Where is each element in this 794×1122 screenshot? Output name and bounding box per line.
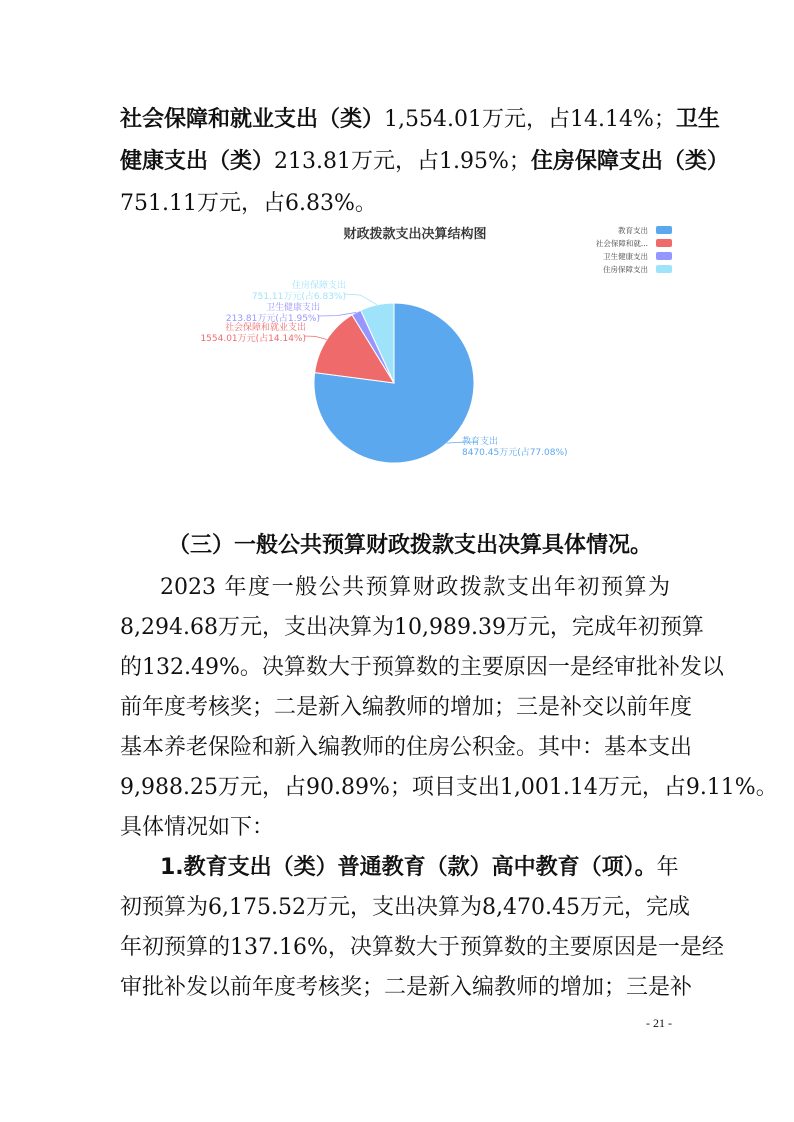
legend-label-0: 教育支出 bbox=[618, 226, 648, 235]
legend-swatch-1 bbox=[656, 239, 672, 247]
p1-line-4: 前年度考核奖；二是新入编教师的增加；三是补交以前年度 bbox=[120, 695, 693, 720]
item1-line-1: 初预算为6,175.52万元，支出决算为8,470.45万元，完成 bbox=[120, 895, 690, 920]
intro-housing-label: 住房保障支出（类） bbox=[530, 149, 729, 174]
pie-label-value-1: 1554.01万元(占14.14%) bbox=[200, 334, 306, 344]
section-heading: （三）一般公共预算财政拨款支出决算具体情况。 bbox=[168, 533, 653, 558]
pie-slices bbox=[314, 303, 474, 463]
item1-heading: 1.教育支出（类）普通教育（款）高中教育（项）。 bbox=[160, 855, 657, 880]
p1-line-6: 9,988.25万元，占90.89%；项目支出1,001.14万元，占9.11%。 bbox=[120, 775, 778, 800]
intro-health-label-part2: 健康支出（类） bbox=[120, 149, 275, 174]
intro-health-value: 213.81万元，占1.95%； bbox=[274, 149, 531, 174]
intro-social-security-value: 1,554.01万元，占14.14%； bbox=[384, 107, 676, 132]
item1-line-2: 年初预算的137.16%，决算数大于预算数的主要原因是一是经 bbox=[120, 935, 724, 960]
intro-line-1 bbox=[120, 105, 720, 135]
pie-label-value-2: 213.81万元(占1.95%) bbox=[225, 314, 320, 324]
p1-line-1: 2023 年度一般公共预算财政拨款支出年初预算为 bbox=[160, 575, 670, 600]
chart-legend bbox=[596, 225, 672, 274]
pie-leader-line-1 bbox=[304, 336, 327, 340]
pie-label-name-0: 教育支出 bbox=[462, 437, 499, 447]
p1-line-2: 8,294.68万元，支出决算为10,989.39万元，完成年初预算 bbox=[120, 615, 704, 640]
item1-line-3: 审批补发以前年度考核奖；二是新入编教师的增加；三是补 bbox=[120, 975, 693, 1000]
legend-label-1: 社会保障和就... bbox=[595, 239, 648, 248]
expenditure-pie-chart bbox=[170, 218, 690, 478]
legend-label-2: 卫生健康支出 bbox=[603, 252, 648, 261]
pie-label-name-1: 社会保障和就业支出 bbox=[224, 323, 306, 333]
p1-line-3: 的132.49%。决算数大于预算数的主要原因一是经审批补发以 bbox=[120, 655, 724, 680]
intro-social-security-label: 社会保障和就业支出（类） bbox=[120, 107, 385, 132]
item1-heading-line bbox=[160, 853, 679, 883]
intro-line-3: 751.11万元，占6.83%。 bbox=[120, 191, 377, 216]
pie-label-name-2: 卫生健康支出 bbox=[265, 303, 320, 313]
legend-swatch-3 bbox=[656, 265, 672, 273]
intro-line-2 bbox=[120, 147, 729, 177]
pie-label-value-3: 751.11万元(占6.83%) bbox=[251, 292, 346, 302]
legend-swatch-0 bbox=[656, 226, 672, 234]
legend-label-3: 住房保障支出 bbox=[603, 265, 648, 274]
page-number: - 21 - bbox=[646, 1016, 672, 1030]
pie-label-name-3: 住房保障支出 bbox=[291, 281, 346, 291]
intro-health-label-part1: 卫生 bbox=[675, 107, 720, 132]
legend-swatch-2 bbox=[656, 252, 672, 260]
p1-line-5: 基本养老保险和新入编教师的住房公积金。其中：基本支出 bbox=[120, 735, 693, 760]
pie-leader-line-3 bbox=[344, 294, 377, 305]
p1-line-7: 具体情况如下： bbox=[120, 815, 275, 840]
pie-label-value-0: 8470.45万元(占77.08%) bbox=[462, 448, 568, 458]
chart-title: 财政拨款支出决算结构图 bbox=[343, 227, 487, 242]
item1-heading-tail: 年 bbox=[656, 855, 679, 880]
